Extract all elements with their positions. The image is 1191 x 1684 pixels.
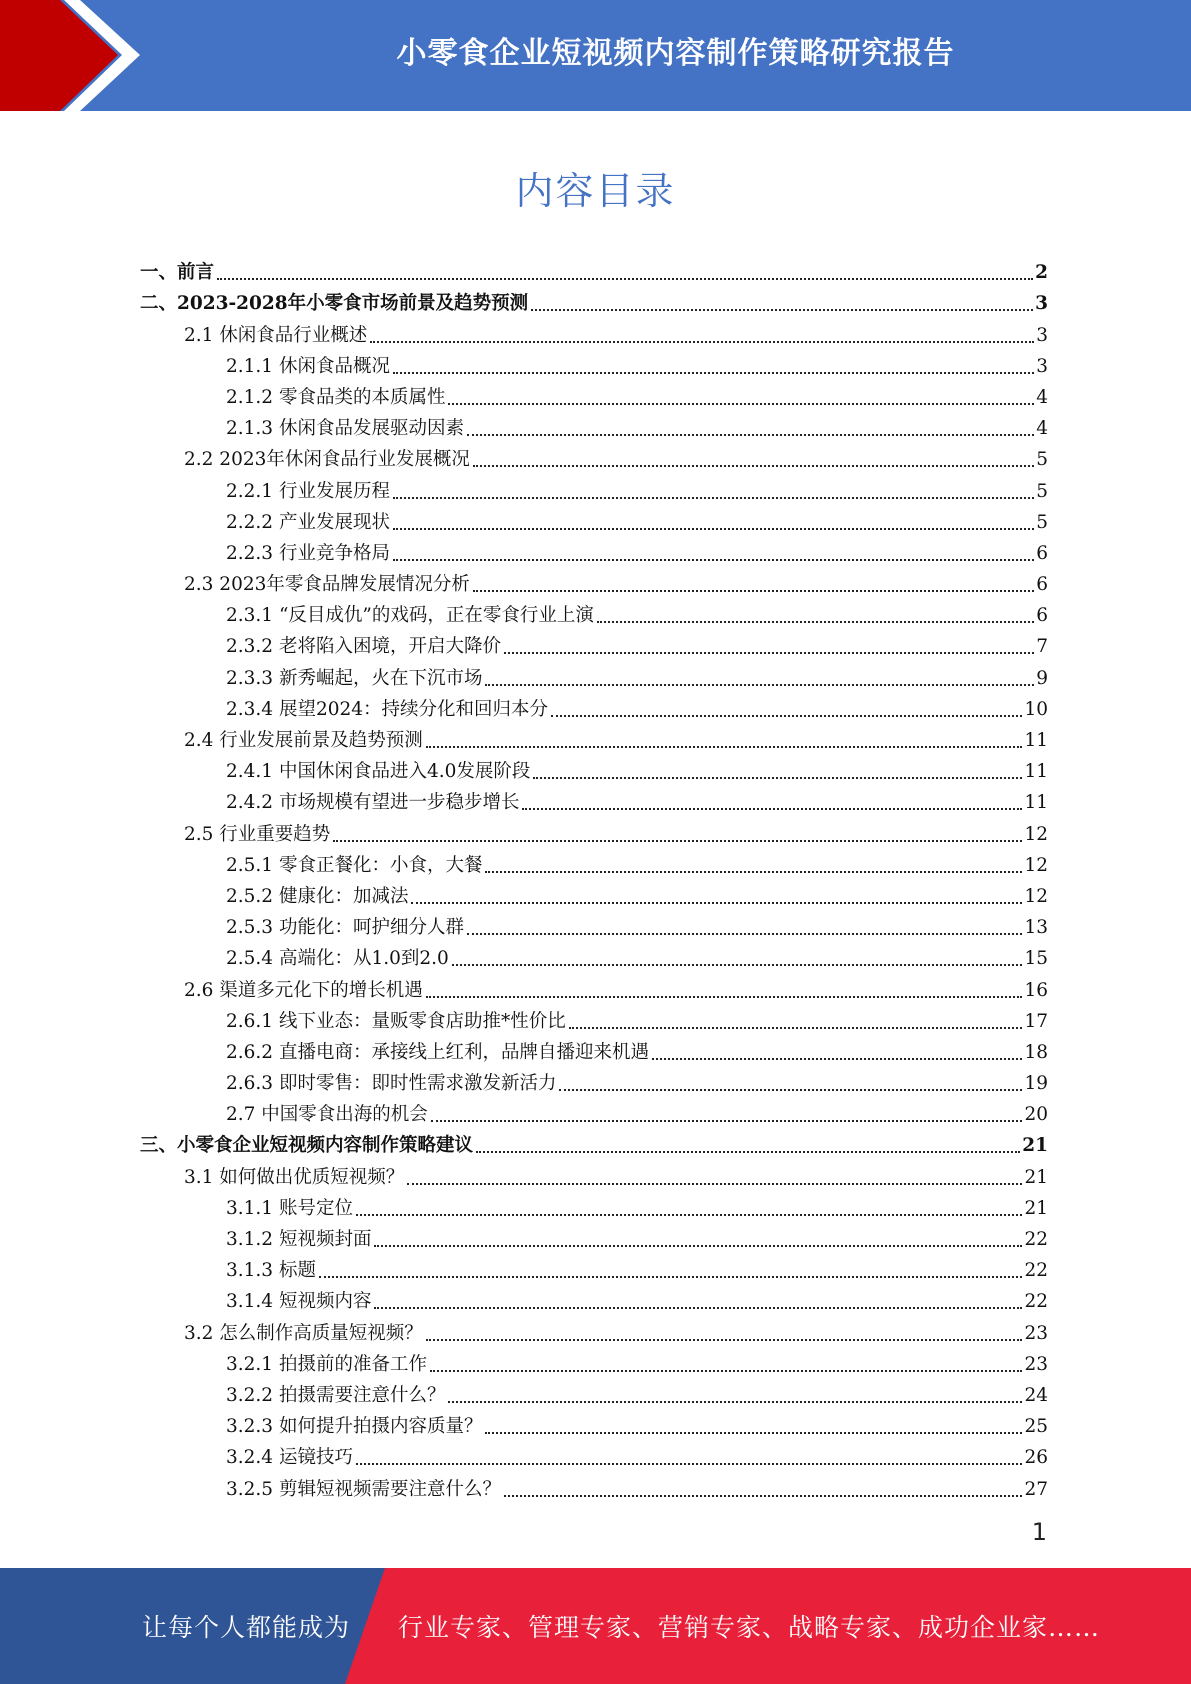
report-title: 小零食企业短视频内容制作策略研究报告	[396, 36, 955, 71]
toc-entry[interactable]: 2.2 2023年休闲食品行业发展概况 5	[184, 449, 1048, 471]
toc-entry[interactable]: 2.2.3 行业竞争格局 6	[226, 542, 1048, 564]
toc-entry[interactable]: 3.1.3 标题 22	[226, 1260, 1048, 1282]
toc-entry[interactable]: 2.5.1 零食正餐化：小食，大餐 12	[226, 854, 1048, 876]
toc-entry[interactable]: 2.2.1 行业发展历程 5	[226, 480, 1048, 502]
toc-entry[interactable]: 2.1.3 休闲食品发展驱动因素 4	[226, 418, 1048, 440]
toc-entry[interactable]: 3.1.1 账号定位 21	[226, 1197, 1048, 1219]
toc-entry[interactable]: 3.2.4 运镜技巧 26	[226, 1447, 1048, 1469]
toc-entry[interactable]: 2.6.3 即时零售：即时性需求激发新活力 19	[226, 1073, 1048, 1095]
toc-entry[interactable]: 2.6.1 线下业态：量贩零食店助推*性价比 17	[226, 1010, 1048, 1032]
toc-entry[interactable]: 2.3.3 新秀崛起，火在下沉市场 9	[226, 667, 1048, 689]
toc-entry[interactable]: 3.2.5 剪辑短视频需要注意什么？ 27	[226, 1478, 1048, 1500]
toc-entry[interactable]: 3.2.1 拍摄前的准备工作 23	[226, 1353, 1048, 1375]
toc-entry[interactable]: 2.5.3 功能化：呵护细分人群 13	[226, 917, 1048, 939]
toc-entry[interactable]: 3.2.3 如何提升拍摄内容质量？ 25	[226, 1416, 1048, 1438]
toc-entry[interactable]: 二、2023-2028年小零食市场前景及趋势预测 3	[140, 293, 1048, 315]
footer-slogan-right: 行业专家、管理专家、营销专家、战略专家、成功企业家……	[398, 1613, 1101, 1642]
toc-entry[interactable]: 2.5.2 健康化：加减法 12	[226, 885, 1048, 907]
toc-entry[interactable]: 2.6.2 直播电商：承接线上红利，品牌自播迎来机遇 18	[226, 1041, 1048, 1063]
toc-entry[interactable]: 2.3.1 “反目成仇”的戏码，正在零食行业上演 6	[226, 605, 1048, 627]
page-number: 1	[1031, 1518, 1047, 1546]
footer-slogan-left: 让每个人都能成为	[142, 1613, 351, 1642]
toc-entry[interactable]: 2.1.2 零食品类的本质属性 4	[226, 386, 1048, 408]
toc-entry[interactable]: 3.2 怎么制作高质量短视频？ 23	[184, 1322, 1048, 1344]
toc-entry[interactable]: 2.4.2 市场规模有望进一步稳步增长 11	[226, 792, 1048, 814]
toc-entry[interactable]: 2.7 中国零食出海的机会 20	[226, 1104, 1048, 1126]
page-footer	[0, 1568, 1191, 1684]
toc-entry[interactable]: 3.1.4 短视频内容 22	[226, 1291, 1048, 1313]
toc-entry[interactable]: 2.3.4 展望2024：持续分化和回归本分 10	[226, 698, 1048, 720]
toc-entry[interactable]: 3.2.2 拍摄需要注意什么？ 24	[226, 1384, 1048, 1406]
toc-entry[interactable]: 2.1 休闲食品行业概述 3	[184, 324, 1048, 346]
chevron-arrow-icon	[0, 0, 160, 111]
toc-entry[interactable]: 2.4.1 中国休闲食品进入4.0发展阶段 11	[226, 761, 1048, 783]
toc-entry[interactable]: 2.3 2023年零食品牌发展情况分析 6	[184, 574, 1048, 596]
toc-entry[interactable]: 2.5.4 高端化：从1.0到2.0 15	[226, 948, 1048, 970]
toc-entry[interactable]: 3.1 如何做出优质短视频？ 21	[184, 1166, 1048, 1188]
toc-entry[interactable]: 2.6 渠道多元化下的增长机遇 16	[184, 979, 1048, 1001]
toc-entry[interactable]: 2.2.2 产业发展现状 5	[226, 511, 1048, 533]
toc-entry[interactable]: 2.5 行业重要趋势 12	[184, 823, 1048, 845]
toc-entry[interactable]: 2.3.2 老将陷入困境，开启大降价 7	[226, 636, 1048, 658]
toc-entry[interactable]: 三、小零食企业短视频内容制作策略建议 21	[140, 1135, 1048, 1157]
toc-entry[interactable]: 一、前言 2	[140, 262, 1048, 284]
page-header	[0, 0, 1191, 111]
toc-entry[interactable]: 3.1.2 短视频封面 22	[226, 1229, 1048, 1250]
toc-entry[interactable]: 2.4 行业发展前景及趋势预测 11	[184, 730, 1048, 751]
table-of-contents	[140, 253, 1048, 1501]
toc-heading: 内容目录	[515, 169, 676, 213]
toc-entry[interactable]: 2.1.1 休闲食品概况 3	[226, 355, 1048, 377]
